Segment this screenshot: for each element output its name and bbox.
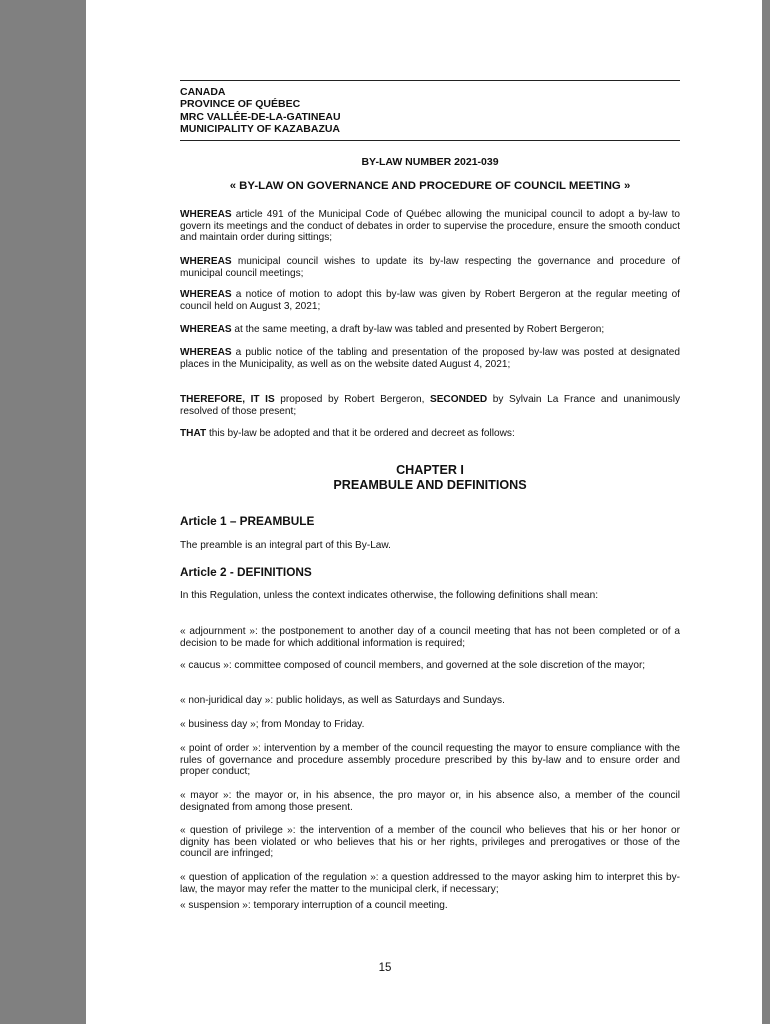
definition-item: « non-juridical day »: public holidays, as well as Saturdays and Sundays. [180, 695, 505, 706]
paragraph-lead: WHEREAS [180, 209, 232, 220]
article-2-intro: In this Regulation, unless the context indicates otherwise, the following definitions shall mean: [180, 590, 599, 601]
definition-item: « mayor »: the mayor or, in his absence, the pro mayor or, in his absence also, a member of the council designated from among those present. [180, 790, 680, 813]
document-page [86, 0, 762, 1024]
that-paragraph [180, 428, 680, 440]
whereas-paragraph [180, 289, 680, 312]
paragraph-text-continued: by Sylvain La France and unanimously resolved of those present; [180, 394, 680, 417]
jurisdiction-header [180, 86, 341, 136]
header-line-mrc: MRC VALLÉE-DE-LA-GATINEAU [180, 110, 341, 123]
paragraph-lead: WHEREAS [180, 324, 232, 335]
whereas-paragraph [180, 256, 680, 279]
page-number: 15 [378, 962, 392, 974]
header-line-country: CANADA [180, 86, 226, 98]
definition-item: « business day »; from Monday to Friday. [180, 719, 365, 730]
paragraph-text: municipal council wishes to update its by-law respecting the governance and procedure of municipal council meetings; [180, 256, 680, 279]
definition-item: « suspension »: temporary interruption of a council meeting. [180, 900, 448, 911]
header-line-municipality: MUNICIPALITY OF KAZABAZUA [180, 123, 341, 136]
paragraph-text: a public notice of the tabling and presentation of the proposed by-law was posted at designated places in the Municipality, as well as on the website dated August 4, 2021; [180, 347, 680, 370]
paragraph-lead-seconded: SECONDED [429, 394, 488, 405]
definition-item: « question of application of the regulation »: a question addressed to the mayor asking him to interpret this by-law, the mayor may refer the matter to the municipal clerk, if necessary; [180, 872, 680, 895]
paragraph-text: article 491 of the Municipal Code of Québec allowing the municipal council to adopt a by-law to govern its meetings and the conduct of debates in order to supervise the procedure, ensure the smooth conduct and maintain order during sittings; [180, 209, 680, 244]
paragraph-lead: THAT [180, 428, 207, 439]
definition-item: « caucus »: committee composed of council members, and governed at the sole discretion of the mayor; [180, 660, 646, 671]
chapter-number: CHAPTER I [396, 463, 464, 477]
article-1-heading: Article 1 – PREAMBULE [180, 514, 315, 528]
whereas-paragraph [180, 324, 680, 336]
header-bottom-rule [180, 140, 680, 141]
chapter-title: PREAMBULE AND DEFINITIONS [333, 478, 527, 492]
whereas-paragraph [180, 347, 680, 370]
paragraph-text: a notice of motion to adopt this by-law was given by Robert Bergeron at the regular meeting of council held on August 3, 2021; [180, 289, 680, 312]
article-1-text: The preamble is an integral part of this By-Law. [180, 540, 391, 551]
therefore-paragraph [180, 394, 680, 417]
definition-item: « question of privilege »: the intervention of a member of the council who believes that his or her honor or dignity has been violated or who believes that his or her rights, privileges and prerogatives or those of the council are infringed; [180, 825, 680, 860]
whereas-paragraph [180, 209, 680, 244]
paragraph-lead: WHEREAS [180, 256, 232, 267]
paragraph-lead: WHEREAS [180, 347, 232, 358]
header-top-rule [180, 80, 680, 81]
bylaw-title: « BY-LAW ON GOVERNANCE AND PROCEDURE OF COUNCIL MEETING » [229, 180, 631, 192]
definition-item: « point of order »: intervention by a member of the council requesting the mayor to ensure compliance with the rules of governance and procedure assembly procedure prescribed by this by-law and to ensure order and proper conduct; [180, 743, 680, 778]
definition-item: « adjournment »: the postponement to another day of a council meeting that has not been completed or of a decision to be made for which additional information is required; [180, 626, 680, 649]
paragraph-lead: WHEREAS [180, 289, 232, 300]
bylaw-number: BY-LAW NUMBER 2021-039 [361, 156, 499, 168]
header-line-province: PROVINCE OF QUÉBEC [180, 98, 301, 111]
article-2-heading: Article 2 - DEFINITIONS [180, 565, 312, 579]
paragraph-text: this by-law be adopted and that it be ordered and decreet as follows: [206, 428, 515, 439]
paragraph-lead: THEREFORE, IT IS [180, 394, 275, 405]
paragraph-text: proposed by Robert Bergeron, [274, 394, 430, 405]
paragraph-text: at the same meeting, a draft by-law was tabled and presented by Robert Bergeron; [231, 324, 605, 335]
